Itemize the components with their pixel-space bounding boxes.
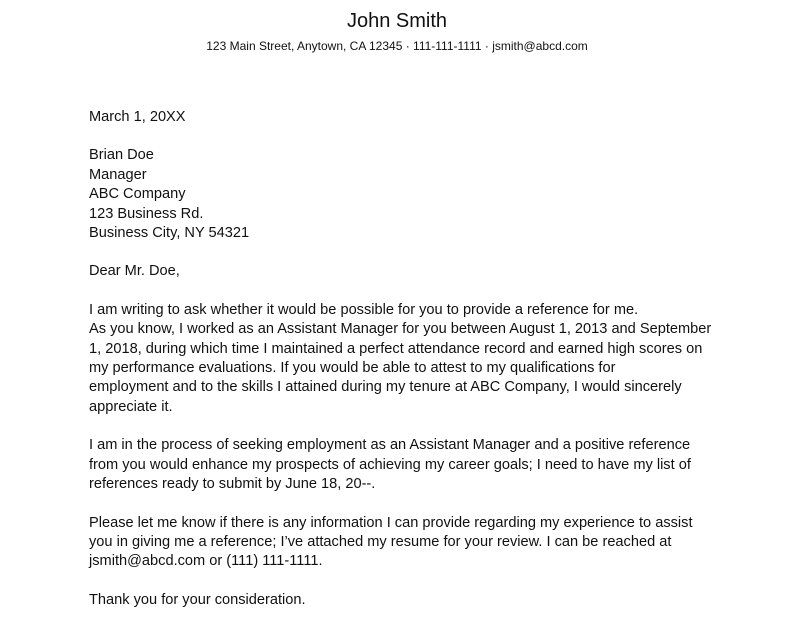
recipient-street: 123 Business Rd. xyxy=(89,205,204,222)
paragraph-line: from you would enhance my prospects of achieving my career goals; I need to have my list of xyxy=(89,456,691,473)
paragraph-line: Please let me know if there is any information I can provide regarding my experience to assist xyxy=(89,514,693,531)
recipient-title: Manager xyxy=(89,166,147,183)
paragraph-contact xyxy=(89,514,789,572)
sender-name: John Smith xyxy=(346,10,448,32)
letter-body xyxy=(89,108,789,610)
paragraph-context xyxy=(89,436,789,494)
recipient-name: Brian Doe xyxy=(89,147,154,164)
paragraph-line: jsmith@abcd.com or (111) 111-1111. xyxy=(89,553,323,570)
paragraph-line: appreciate it. xyxy=(89,398,173,415)
paragraph-line: my performance evaluations. If you would be able to attest to my qualifications for xyxy=(89,360,616,377)
recipient-city: Business City, NY 54321 xyxy=(89,225,250,242)
paragraph-line: employment and to the skills I attained during my tenure at ABC Company, I would sincerely xyxy=(89,379,682,396)
paragraph-line: you in giving me a reference; I’ve attached my resume for your review. I can be reached at xyxy=(89,533,672,550)
sender-contact-line: 123 Main Street, Anytown, CA 12345 · 111-111-1111 · jsmith@abcd.com xyxy=(206,39,588,53)
paragraph-line: As you know, I worked as an Assistant Manager for you between August 1, 2013 and September xyxy=(89,321,712,338)
letterhead xyxy=(0,8,794,54)
recipient-company: ABC Company xyxy=(89,186,186,203)
letter-date: March 1, 20XX xyxy=(89,109,186,125)
paragraph-line: references ready to submit by June 18, 20--. xyxy=(89,476,376,493)
salutation: Dear Mr. Doe, xyxy=(89,263,180,280)
paragraph-line: I am in the process of seeking employment as an Assistant Manager and a positive reference xyxy=(89,437,691,454)
recipient-address xyxy=(89,146,789,243)
paragraph-line: 1, 2018, during which time I maintained a perfect attendance record and earned high scores on xyxy=(89,340,703,357)
closing-line: Thank you for your consideration. xyxy=(89,591,306,608)
paragraph-line: I am writing to ask whether it would be possible for you to provide a reference for me. xyxy=(89,301,639,318)
paragraph-request xyxy=(89,301,789,417)
